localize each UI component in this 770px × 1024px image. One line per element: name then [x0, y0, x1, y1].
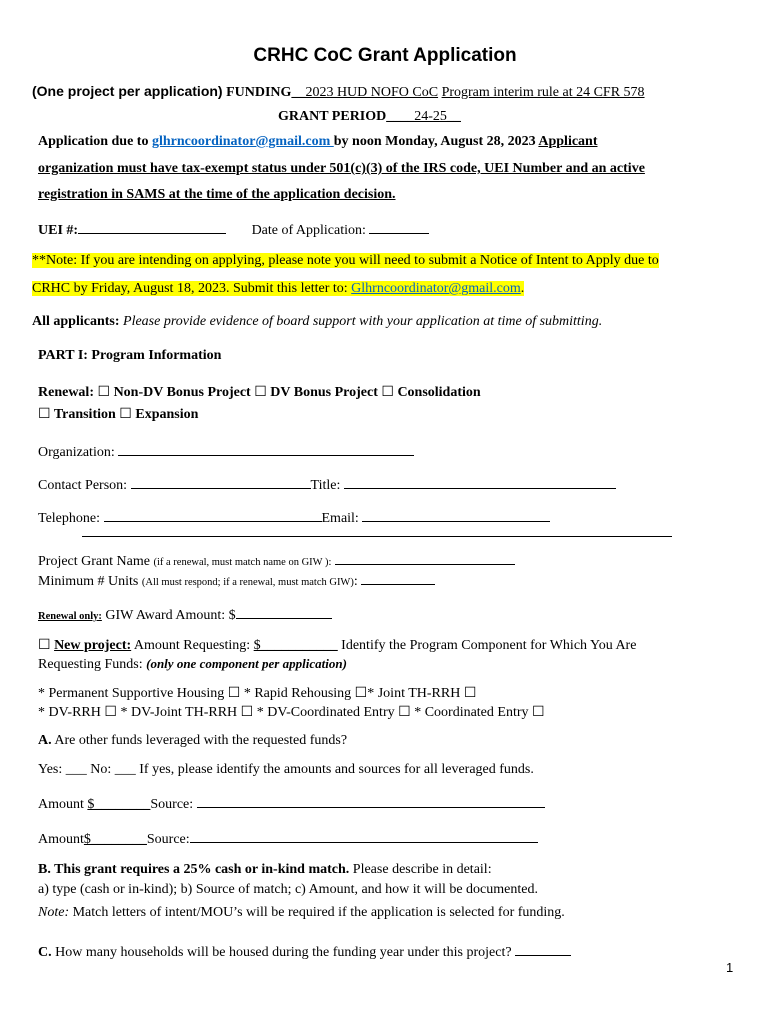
telephone-label: Telephone: [38, 511, 104, 526]
checkbox-dv-joint-th-rrh[interactable]: ☐ [240, 704, 254, 720]
email-label: Email: [321, 511, 363, 526]
due-line-3: registration in SAMS at the time of the application decision. [38, 187, 396, 202]
checkbox-dv-bonus[interactable]: ☐ [254, 384, 267, 400]
coordinator-email-link[interactable]: glhrncoordinator@gmail.com [151, 134, 334, 149]
funding-line [32, 83, 645, 101]
checkbox-permanent-supportive-housing[interactable]: ☐ [227, 685, 241, 701]
giw-award-label: GIW Award Amount: $ [101, 608, 236, 623]
source-label-2: Source: [146, 832, 190, 847]
all-applicants-label: All applicants: [32, 314, 120, 329]
notice-email-link[interactable]: Glhrncoordinator@gmail.com [351, 281, 521, 296]
option-dv-rrh: * DV-RRH [38, 705, 101, 720]
amount-source-line-1 [38, 794, 545, 813]
note-text-2b: . [520, 281, 525, 296]
due-line-2: organization must have tax-exempt status under 501(c)(3) of the IRS code, UEI Number and an active [38, 161, 645, 176]
note-line-1 [32, 253, 659, 269]
source-blank-2[interactable] [190, 829, 538, 843]
question-a-label: A. [38, 733, 52, 748]
yes-no-line: Yes: ___ No: ___ If yes, please identify the amounts and sources for all leveraged funds. [38, 762, 534, 777]
telephone-line [38, 508, 550, 527]
option-non-dv-bonus: Non-DV Bonus Project [113, 385, 251, 400]
renewal-options-row-2 [38, 406, 198, 423]
note-text-2a: CRHC by Friday, August 18, 2023. Submit this letter to: [32, 281, 352, 296]
uei-blank[interactable] [78, 220, 226, 234]
all-applicants-text: Please provide evidence of board support with your application at time of submitting. [119, 314, 603, 329]
giw-award-blank[interactable] [236, 605, 332, 619]
checkbox-dv-rrh[interactable]: ☐ [104, 704, 117, 720]
identify-component-text: Identify the Program Component for Which You Are [337, 638, 637, 653]
project-grant-name-line [38, 551, 515, 570]
option-dv-bonus: DV Bonus Project [270, 385, 378, 400]
minimum-units-note: (All must respond; if a renewal, must match GIW) [141, 577, 354, 588]
minimum-units-colon: : [353, 574, 358, 589]
question-b-line [38, 862, 492, 878]
checkbox-dv-coordinated-entry[interactable]: ☐ [398, 704, 411, 720]
grant-period-value: ____24-25__ [386, 109, 461, 124]
requesting-funds-note: (only one component per application) [146, 656, 347, 671]
minimum-units-blank[interactable] [361, 571, 435, 585]
option-expansion: Expansion [135, 407, 199, 422]
contact-person-blank[interactable] [131, 475, 311, 489]
question-b-text: Please describe in detail: [349, 862, 492, 877]
option-transition: Transition [53, 407, 116, 422]
amount-label-2: Amount [38, 832, 84, 847]
renewal-label: Renewal: [38, 385, 94, 400]
all-applicants-line [32, 314, 602, 330]
organization-label: Organization: [38, 445, 119, 460]
question-a-text: Are other funds leveraged with the requested funds? [51, 733, 348, 748]
funding-rule: Program interim rule at 24 CFR 578 [441, 85, 645, 100]
due-text-c: Applicant [538, 134, 598, 149]
checkbox-consolidation[interactable]: ☐ [381, 384, 394, 400]
grant-period-line [278, 109, 461, 125]
part1-heading: PART I: Program Information [38, 348, 222, 363]
amount-value-1: $________ [87, 797, 151, 812]
renewal-only-label: Renewal only: [38, 611, 102, 622]
due-text-b: by noon Monday, August 28, 2023 [333, 134, 539, 149]
question-b-note-label: Note: [38, 905, 70, 920]
checkbox-non-dv-bonus[interactable]: ☐ [97, 384, 111, 400]
option-dv-joint-th-rrh: * DV-Joint TH-RRH [120, 705, 238, 720]
new-project-label: New project: [54, 638, 132, 653]
one-project-label: (One project per application) [32, 83, 223, 99]
checkbox-transition[interactable]: ☐ [38, 406, 51, 422]
component-options-row-1 [38, 685, 476, 702]
question-b-note-text: Match letters of intent/MOU’s will be required if the application is selected for funding. [69, 905, 565, 920]
option-joint-th-rrh: * Joint TH-RRH [367, 686, 461, 701]
note-line-2 [32, 281, 524, 297]
telephone-blank[interactable] [104, 508, 322, 522]
project-grant-name-note: (if a renewal, must match name on GIW ): [153, 557, 332, 568]
giw-award-line [38, 605, 332, 624]
date-of-application-label: Date of Application: [251, 223, 370, 238]
checkbox-joint-th-rrh[interactable]: ☐ [463, 685, 477, 701]
amount-requesting-label: Amount Requesting: [131, 638, 254, 653]
option-dv-coordinated-entry: * DV-Coordinated Entry [256, 705, 395, 720]
question-c-text: How many households will be housed during the funding year under this project? [51, 945, 516, 960]
contact-person-label: Contact Person: [38, 478, 131, 493]
grant-period-label: GRANT PERIOD [278, 109, 387, 124]
requesting-funds-line [38, 656, 347, 673]
checkbox-expansion[interactable]: ☐ [119, 406, 132, 422]
title-blank[interactable] [344, 475, 616, 489]
amount-source-line-2 [38, 829, 538, 848]
project-grant-name-label: Project Grant Name [38, 554, 154, 569]
minimum-units-line [38, 571, 435, 590]
page-title: CRHC CoC Grant Application [253, 45, 517, 66]
section-divider [82, 536, 672, 537]
question-c-label: C. [38, 945, 52, 960]
option-coordinated-entry: * Coordinated Entry [414, 705, 529, 720]
funding-value: __2023 HUD NOFO CoC [291, 85, 439, 100]
page-number: 1 [726, 960, 734, 975]
minimum-units-label: Minimum # Units [38, 574, 142, 589]
question-b-note-line [38, 905, 565, 921]
option-rapid-rehousing: * Rapid Rehousing [243, 686, 352, 701]
question-b-label: B. This grant requires a 25% cash or in-kind match. [38, 862, 350, 877]
organization-line [38, 442, 414, 461]
contact-line [38, 475, 616, 494]
amount-label-1: Amount [38, 797, 88, 812]
date-of-application-blank[interactable] [369, 220, 429, 234]
option-permanent-supportive-housing: * Permanent Supportive Housing [38, 686, 225, 701]
new-project-line [38, 637, 636, 654]
question-c-line [38, 942, 571, 961]
due-text-a: Application due to [38, 134, 152, 149]
uei-label: UEI #: [38, 223, 79, 238]
organization-blank[interactable] [118, 442, 414, 456]
uei-line [38, 220, 429, 239]
title-label: Title: [310, 478, 344, 493]
note-text-1: **Note: If you are intending on applying, please note you will need to submit a Notice of Intent to Apply due to [32, 253, 659, 268]
households-blank[interactable] [515, 942, 571, 956]
component-options-row-2 [38, 704, 545, 721]
question-a-line [38, 733, 347, 749]
email-blank[interactable] [362, 508, 550, 522]
checkbox-new-project[interactable]: ☐ [38, 637, 51, 653]
requesting-funds-label: Requesting Funds: [38, 657, 147, 672]
checkbox-rapid-rehousing[interactable]: ☐ [354, 685, 368, 701]
funding-label: FUNDING [222, 85, 292, 100]
renewal-options-row-1 [38, 384, 481, 401]
due-line-1 [38, 134, 598, 150]
question-b-detail: a) type (cash or in-kind); b) Source of match; c) Amount, and how it will be documented. [38, 882, 538, 897]
project-grant-name-blank[interactable] [335, 551, 515, 565]
amount-requesting-value: $___________ [253, 638, 338, 653]
source-label-1: Source: [150, 797, 197, 812]
checkbox-coordinated-entry[interactable]: ☐ [532, 704, 545, 720]
option-consolidation: Consolidation [397, 385, 481, 400]
amount-value-2: $________ [83, 832, 147, 847]
source-blank-1[interactable] [197, 794, 545, 808]
